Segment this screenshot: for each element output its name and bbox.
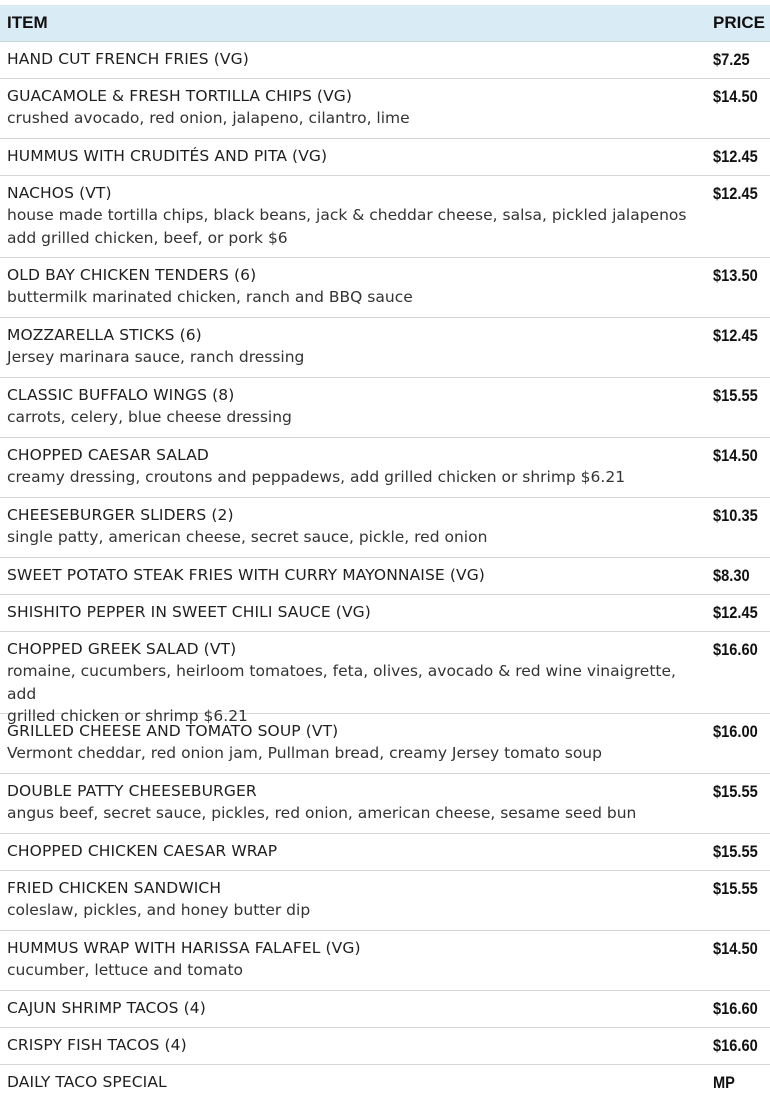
item-price: $10.35 [713, 506, 758, 525]
item-description: romaine, cucumbers, heirloom tomatoes, feta, olives, avocado & red wine vinaigrette, add [7, 662, 676, 703]
table-row [0, 318, 770, 378]
table-header [0, 5, 770, 42]
table-row [0, 834, 770, 871]
item-price: $14.50 [713, 939, 758, 958]
table-row [0, 258, 770, 318]
item-description: Jersey marinara sauce, ranch dressing [7, 348, 305, 366]
item-price: MP [713, 1073, 735, 1092]
item-name: GRILLED CHEESE AND TOMATO SOUP (VT) [7, 722, 339, 740]
item-description: grilled chicken or shrimp $6.21 [7, 707, 248, 725]
table-row [0, 991, 770, 1028]
price-column-header: PRICE [713, 13, 765, 32]
item-description: Vermont cheddar, red onion jam, Pullman bread, creamy Jersey tomato soup [7, 744, 602, 762]
item-name: CHOPPED CAESAR SALAD [7, 446, 209, 464]
item-price: $15.55 [713, 879, 758, 898]
item-description: single patty, american cheese, secret sauce, pickle, red onion [7, 528, 488, 546]
table-row [0, 378, 770, 438]
item-description: house made tortilla chips, black beans, jack & cheddar cheese, salsa, pickled jalapenos [7, 206, 687, 224]
item-name: GUACAMOLE & FRESH TORTILLA CHIPS (VG) [7, 87, 353, 105]
item-name: SHISHITO PEPPER IN SWEET CHILI SAUCE (VG) [7, 603, 371, 621]
table-row [0, 714, 770, 774]
item-price: $15.55 [713, 386, 758, 405]
table-row [0, 558, 770, 595]
table-row [0, 595, 770, 632]
item-price: $7.25 [713, 50, 750, 69]
table-row [0, 774, 770, 834]
table-row [0, 632, 770, 725]
item-description: angus beef, secret sauce, pickles, red onion, american cheese, sesame seed bun [7, 804, 637, 822]
item-name: FRIED CHICKEN SANDWICH [7, 879, 222, 897]
table-row [0, 1028, 770, 1065]
item-name: SWEET POTATO STEAK FRIES WITH CURRY MAYONNAISE (VG) [7, 566, 485, 584]
item-price: $14.50 [713, 87, 758, 106]
item-name: NACHOS (VT) [7, 184, 112, 202]
item-description: cucumber, lettuce and tomato [7, 961, 244, 979]
item-price: $14.50 [713, 446, 758, 465]
item-price: $15.55 [713, 782, 758, 801]
item-description: crushed avocado, red onion, jalapeno, cilantro, lime [7, 109, 410, 127]
item-column-header: ITEM [7, 13, 48, 32]
item-price: $16.00 [713, 722, 758, 741]
item-name: HUMMUS WITH CRUDITÉS AND PITA (VG) [7, 147, 328, 165]
item-price: $12.45 [713, 603, 758, 622]
item-price: $8.30 [713, 566, 750, 585]
item-price: $13.50 [713, 266, 758, 285]
item-description: carrots, celery, blue cheese dressing [7, 408, 292, 426]
item-price: $15.55 [713, 842, 758, 861]
table-row [0, 42, 770, 79]
item-price: $16.60 [713, 999, 758, 1018]
item-price: $16.60 [713, 1036, 758, 1055]
table-row [0, 139, 770, 176]
item-name: CLASSIC BUFFALO WINGS (8) [7, 386, 235, 404]
item-name: CRISPY FISH TACOS (4) [7, 1036, 187, 1054]
item-price: $16.60 [713, 640, 758, 659]
item-description: buttermilk marinated chicken, ranch and BBQ sauce [7, 288, 413, 306]
item-description: add grilled chicken, beef, or pork $6 [7, 228, 288, 247]
item-name: MOZZARELLA STICKS (6) [7, 326, 202, 344]
item-name: OLD BAY CHICKEN TENDERS (6) [7, 266, 257, 284]
item-price: $12.45 [713, 147, 758, 166]
menu-table [0, 5, 770, 1095]
item-price: $12.45 [713, 184, 758, 203]
item-name: HUMMUS WRAP WITH HARISSA FALAFEL (VG) [7, 939, 361, 957]
table-row [0, 438, 770, 498]
item-name: CHOPPED GREEK SALAD (VT) [7, 640, 237, 658]
item-name: CAJUN SHRIMP TACOS (4) [7, 999, 206, 1017]
item-description: coleslaw, pickles, and honey butter dip [7, 901, 311, 919]
item-price: $12.45 [713, 326, 758, 345]
table-row [0, 176, 770, 258]
item-description: creamy dressing, croutons and peppadews, add grilled chicken or shrimp $6.21 [7, 468, 626, 486]
item-name: DOUBLE PATTY CHEESEBURGER [7, 782, 257, 800]
table-row [0, 1065, 770, 1095]
table-row [0, 498, 770, 558]
table-row [0, 871, 770, 931]
item-name: CHOPPED CHICKEN CAESAR WRAP [7, 842, 278, 860]
item-name: HAND CUT FRENCH FRIES (VG) [7, 50, 249, 68]
table-row [0, 931, 770, 991]
table-row [0, 79, 770, 139]
item-name: CHEESEBURGER SLIDERS (2) [7, 506, 234, 524]
item-name: DAILY TACO SPECIAL [7, 1073, 167, 1091]
